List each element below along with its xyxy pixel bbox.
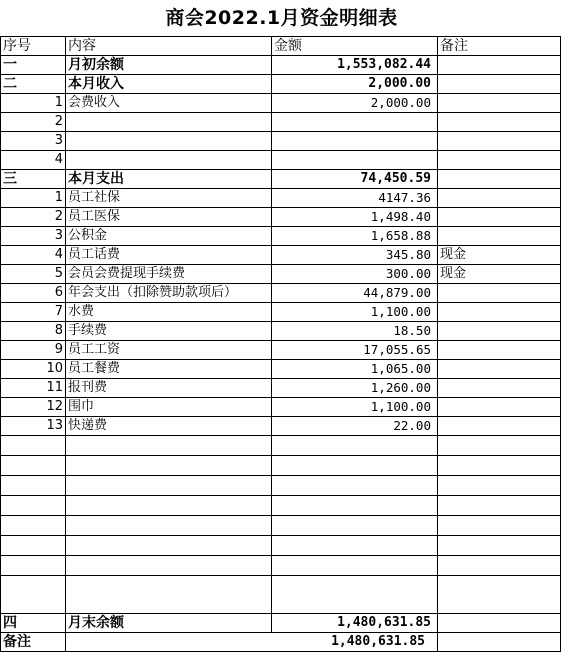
item-amount: 1,065.00 bbox=[272, 360, 438, 379]
item-label bbox=[66, 132, 272, 151]
item-seq: 2 bbox=[1, 113, 66, 132]
header-note: 备注 bbox=[438, 37, 561, 56]
item-seq: 6 bbox=[1, 284, 66, 303]
remark-amount: 1,480,631.85 bbox=[66, 633, 438, 652]
expense-item-row bbox=[1, 360, 561, 379]
expense-item-row bbox=[1, 417, 561, 436]
item-note bbox=[438, 341, 561, 360]
empty-row bbox=[1, 536, 561, 556]
expense-item-row bbox=[1, 227, 561, 246]
item-label: 报刊费 bbox=[66, 379, 272, 398]
item-label: 员工话费 bbox=[66, 246, 272, 265]
expense-item-row bbox=[1, 322, 561, 341]
item-amount: 17,055.65 bbox=[272, 341, 438, 360]
header-content: 内容 bbox=[66, 37, 272, 56]
item-label: 员工工资 bbox=[66, 341, 272, 360]
opening-amount: 1,553,082.44 bbox=[272, 56, 438, 75]
closing-label: 月末余额 bbox=[66, 614, 272, 633]
item-seq: 2 bbox=[1, 208, 66, 227]
empty-cell bbox=[438, 516, 561, 536]
item-amount: 22.00 bbox=[272, 417, 438, 436]
empty-cell bbox=[1, 476, 66, 496]
item-amount: 1,100.00 bbox=[272, 398, 438, 417]
item-label: 会费收入 bbox=[66, 94, 272, 113]
empty-cell bbox=[272, 556, 438, 576]
empty-cell bbox=[66, 496, 272, 516]
empty-cell bbox=[272, 436, 438, 456]
item-amount bbox=[272, 132, 438, 151]
item-amount bbox=[272, 151, 438, 170]
item-seq: 1 bbox=[1, 189, 66, 208]
item-amount: 1,658.88 bbox=[272, 227, 438, 246]
empty-cell bbox=[272, 536, 438, 556]
item-seq: 4 bbox=[1, 246, 66, 265]
expense-item-row bbox=[1, 208, 561, 227]
empty-cell bbox=[272, 516, 438, 536]
income-note bbox=[438, 75, 561, 94]
income-item-row bbox=[1, 113, 561, 132]
empty-cell bbox=[438, 576, 561, 614]
opening-label: 月初余额 bbox=[66, 56, 272, 75]
item-amount: 1,260.00 bbox=[272, 379, 438, 398]
fund-detail-table bbox=[0, 36, 561, 652]
expense-label: 本月支出 bbox=[66, 170, 272, 189]
item-amount: 2,000.00 bbox=[272, 94, 438, 113]
page-title: 商会2022.1月资金明细表 bbox=[165, 7, 398, 29]
income-seq: 二 bbox=[1, 75, 66, 94]
item-amount: 1,100.00 bbox=[272, 303, 438, 322]
item-label bbox=[66, 113, 272, 132]
empty-row bbox=[1, 556, 561, 576]
opening-seq: 一 bbox=[1, 56, 66, 75]
item-note bbox=[438, 398, 561, 417]
empty-cell bbox=[1, 536, 66, 556]
empty-cell bbox=[438, 496, 561, 516]
empty-cell bbox=[66, 556, 272, 576]
item-label bbox=[66, 151, 272, 170]
item-amount bbox=[272, 113, 438, 132]
item-seq: 1 bbox=[1, 94, 66, 113]
empty-cell bbox=[272, 476, 438, 496]
empty-cell bbox=[438, 456, 561, 476]
empty-cell bbox=[66, 436, 272, 456]
opening-note bbox=[438, 56, 561, 75]
empty-cell bbox=[272, 456, 438, 476]
empty-cell bbox=[66, 476, 272, 496]
item-label: 公积金 bbox=[66, 227, 272, 246]
income-item-row bbox=[1, 151, 561, 170]
item-note bbox=[438, 113, 561, 132]
expense-note bbox=[438, 170, 561, 189]
empty-cell bbox=[66, 456, 272, 476]
item-seq: 7 bbox=[1, 303, 66, 322]
income-amount: 2,000.00 bbox=[272, 75, 438, 94]
empty-row bbox=[1, 496, 561, 516]
item-label: 快递费 bbox=[66, 417, 272, 436]
item-note bbox=[438, 303, 561, 322]
expense-item-row bbox=[1, 284, 561, 303]
empty-cell bbox=[1, 576, 66, 614]
item-note bbox=[438, 379, 561, 398]
empty-cell bbox=[1, 516, 66, 536]
item-seq: 5 bbox=[1, 265, 66, 284]
income-total-row bbox=[1, 75, 561, 94]
item-seq: 13 bbox=[1, 417, 66, 436]
empty-cell bbox=[272, 496, 438, 516]
expense-item-row bbox=[1, 379, 561, 398]
empty-row bbox=[1, 516, 561, 536]
item-note bbox=[438, 360, 561, 379]
expense-item-row bbox=[1, 189, 561, 208]
empty-cell bbox=[1, 436, 66, 456]
item-amount: 18.50 bbox=[272, 322, 438, 341]
item-note bbox=[438, 94, 561, 113]
item-label: 手续费 bbox=[66, 322, 272, 341]
empty-cell bbox=[1, 556, 66, 576]
item-note bbox=[438, 208, 561, 227]
item-amount: 1,498.40 bbox=[272, 208, 438, 227]
item-note bbox=[438, 189, 561, 208]
item-note bbox=[438, 132, 561, 151]
expense-item-row bbox=[1, 265, 561, 284]
remark-note bbox=[438, 633, 561, 652]
empty-cell bbox=[66, 576, 272, 614]
item-seq: 10 bbox=[1, 360, 66, 379]
empty-cell bbox=[438, 536, 561, 556]
item-note bbox=[438, 227, 561, 246]
item-note bbox=[438, 322, 561, 341]
item-note: 现金 bbox=[438, 246, 561, 265]
item-seq: 4 bbox=[1, 151, 66, 170]
item-label: 员工社保 bbox=[66, 189, 272, 208]
empty-cell bbox=[66, 536, 272, 556]
expense-total-row bbox=[1, 170, 561, 189]
empty-row bbox=[1, 576, 561, 614]
item-amount: 44,879.00 bbox=[272, 284, 438, 303]
item-label: 会员会费提现手续费 bbox=[66, 265, 272, 284]
closing-amount: 1,480,631.85 bbox=[272, 614, 438, 633]
header-seq: 序号 bbox=[1, 37, 66, 56]
empty-row bbox=[1, 456, 561, 476]
empty-cell bbox=[1, 456, 66, 476]
item-note bbox=[438, 417, 561, 436]
income-item-row bbox=[1, 132, 561, 151]
item-seq: 8 bbox=[1, 322, 66, 341]
item-note bbox=[438, 284, 561, 303]
item-seq: 9 bbox=[1, 341, 66, 360]
item-amount: 345.80 bbox=[272, 246, 438, 265]
remark-row bbox=[1, 633, 561, 652]
empty-cell bbox=[438, 476, 561, 496]
expense-item-row bbox=[1, 341, 561, 360]
item-label: 员工医保 bbox=[66, 208, 272, 227]
empty-cell bbox=[438, 556, 561, 576]
item-seq: 11 bbox=[1, 379, 66, 398]
closing-balance-row bbox=[1, 614, 561, 633]
item-amount: 300.00 bbox=[272, 265, 438, 284]
empty-cell bbox=[1, 496, 66, 516]
opening-balance-row bbox=[1, 56, 561, 75]
remark-label: 备注 bbox=[1, 633, 66, 652]
item-label: 员工餐费 bbox=[66, 360, 272, 379]
empty-row bbox=[1, 476, 561, 496]
item-amount: 4147.36 bbox=[272, 189, 438, 208]
item-label: 水费 bbox=[66, 303, 272, 322]
empty-cell bbox=[272, 576, 438, 614]
expense-item-row bbox=[1, 246, 561, 265]
item-label: 年会支出（扣除赞助款项后） bbox=[66, 284, 272, 303]
item-note: 现金 bbox=[438, 265, 561, 284]
header-amount: 金额 bbox=[272, 37, 438, 56]
item-seq: 3 bbox=[1, 227, 66, 246]
item-seq: 3 bbox=[1, 132, 66, 151]
item-seq: 12 bbox=[1, 398, 66, 417]
header-row bbox=[1, 37, 561, 56]
closing-note bbox=[438, 614, 561, 633]
expense-amount: 74,450.59 bbox=[272, 170, 438, 189]
item-label: 围巾 bbox=[66, 398, 272, 417]
closing-seq: 四 bbox=[1, 614, 66, 633]
empty-cell bbox=[438, 436, 561, 456]
expense-seq: 三 bbox=[1, 170, 66, 189]
expense-item-row bbox=[1, 303, 561, 322]
empty-row bbox=[1, 436, 561, 456]
empty-cell bbox=[66, 516, 272, 536]
income-item-row bbox=[1, 94, 561, 113]
item-note bbox=[438, 151, 561, 170]
income-label: 本月收入 bbox=[66, 75, 272, 94]
expense-item-row bbox=[1, 398, 561, 417]
